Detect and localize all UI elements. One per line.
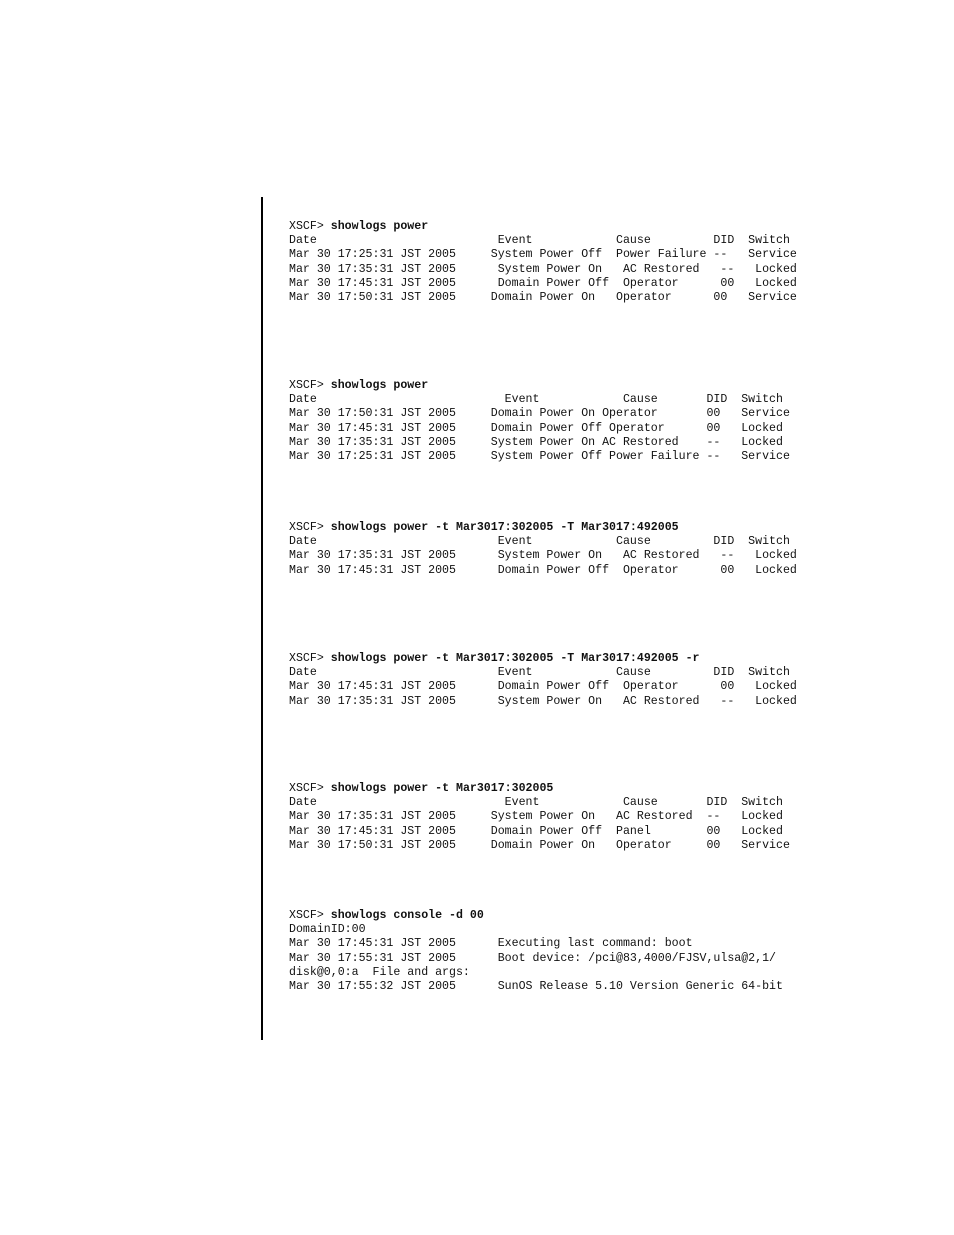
output-line: Mar 30 17:35:31 JST 2005 System Power On AC Restored -- Locked (289, 435, 783, 449)
command-line (289, 652, 797, 666)
code-block-6 (289, 909, 783, 994)
output-line: DomainID:00 (289, 923, 366, 937)
command: showlogs power -t Mar3017:302005 -T Mar3017:492005 -r (330, 652, 700, 665)
output-line: Mar 30 17:45:31 JST 2005 Domain Power Off Panel 00 Locked (289, 824, 783, 838)
output-line: Mar 30 17:55:31 JST 2005 Boot device: /pci@83,4000/FJSV,ulsa@2,1/ (289, 951, 777, 965)
output-line: disk@0,0:a File and args: (289, 965, 470, 979)
command-line (289, 379, 790, 393)
output-line: Mar 30 17:25:31 JST 2005 System Power Off Power Failure -- Service (289, 450, 790, 464)
prompt: XSCF> (289, 521, 331, 534)
command: showlogs power -t Mar3017:302005 -T Mar3017:492005 (330, 521, 679, 534)
command: showlogs power (330, 379, 429, 392)
code-block-2 (289, 379, 790, 464)
output-line: Mar 30 17:50:31 JST 2005 Domain Power On Operator 00 Service (289, 838, 790, 852)
output-line: Mar 30 17:45:31 JST 2005 Domain Power Off Operator 00 Locked (289, 563, 797, 577)
output-line: Mar 30 17:50:31 JST 2005 Domain Power On Operator 00 Service (289, 407, 790, 421)
output-header: Date Event Cause DID Switch (289, 666, 790, 680)
output-header: Date Event Cause DID Switch (289, 796, 783, 810)
change-bar (261, 197, 263, 1040)
output-line: Mar 30 17:45:31 JST 2005 Domain Power Off Operator 00 Locked (289, 680, 797, 694)
command: showlogs power -t Mar3017:302005 (330, 782, 554, 795)
output-line: Mar 30 17:25:31 JST 2005 System Power Off Power Failure -- Service (289, 248, 797, 262)
output-line: Mar 30 17:45:31 JST 2005 Domain Power Off Operator 00 Locked (289, 421, 783, 435)
output-header: Date Event Cause DID Switch (289, 393, 783, 407)
code-block-3 (289, 521, 797, 578)
output-header: Date Event Cause DID Switch (289, 535, 790, 549)
code-block-5 (289, 782, 790, 853)
output-line: Mar 30 17:45:31 JST 2005 Domain Power Off Operator 00 Locked (289, 276, 797, 290)
output-line: Mar 30 17:35:31 JST 2005 System Power On AC Restored -- Locked (289, 810, 783, 824)
prompt: XSCF> (289, 652, 331, 665)
command-line (289, 220, 797, 234)
prompt: XSCF> (289, 909, 331, 922)
output-header: Date Event Cause DID Switch (289, 234, 790, 248)
output-line: Mar 30 17:35:31 JST 2005 System Power On AC Restored -- Locked (289, 549, 797, 563)
prompt: XSCF> (289, 379, 331, 392)
output-line: Mar 30 17:45:31 JST 2005 Executing last command: boot (289, 937, 693, 951)
command-line (289, 909, 783, 923)
output-line: Mar 30 17:50:31 JST 2005 Domain Power On Operator 00 Service (289, 291, 797, 305)
code-block-4 (289, 652, 797, 709)
output-line: Mar 30 17:55:32 JST 2005 SunOS Release 5.10 Version Generic 64-bit (289, 980, 783, 994)
prompt: XSCF> (289, 220, 331, 233)
prompt: XSCF> (289, 782, 331, 795)
command: showlogs console -d 00 (330, 909, 484, 922)
output-line: Mar 30 17:35:31 JST 2005 System Power On AC Restored -- Locked (289, 694, 797, 708)
command: showlogs power (330, 220, 429, 233)
code-block-1 (289, 220, 797, 305)
output-line: Mar 30 17:35:31 JST 2005 System Power On AC Restored -- Locked (289, 262, 797, 276)
command-line (289, 782, 790, 796)
command-line (289, 521, 797, 535)
